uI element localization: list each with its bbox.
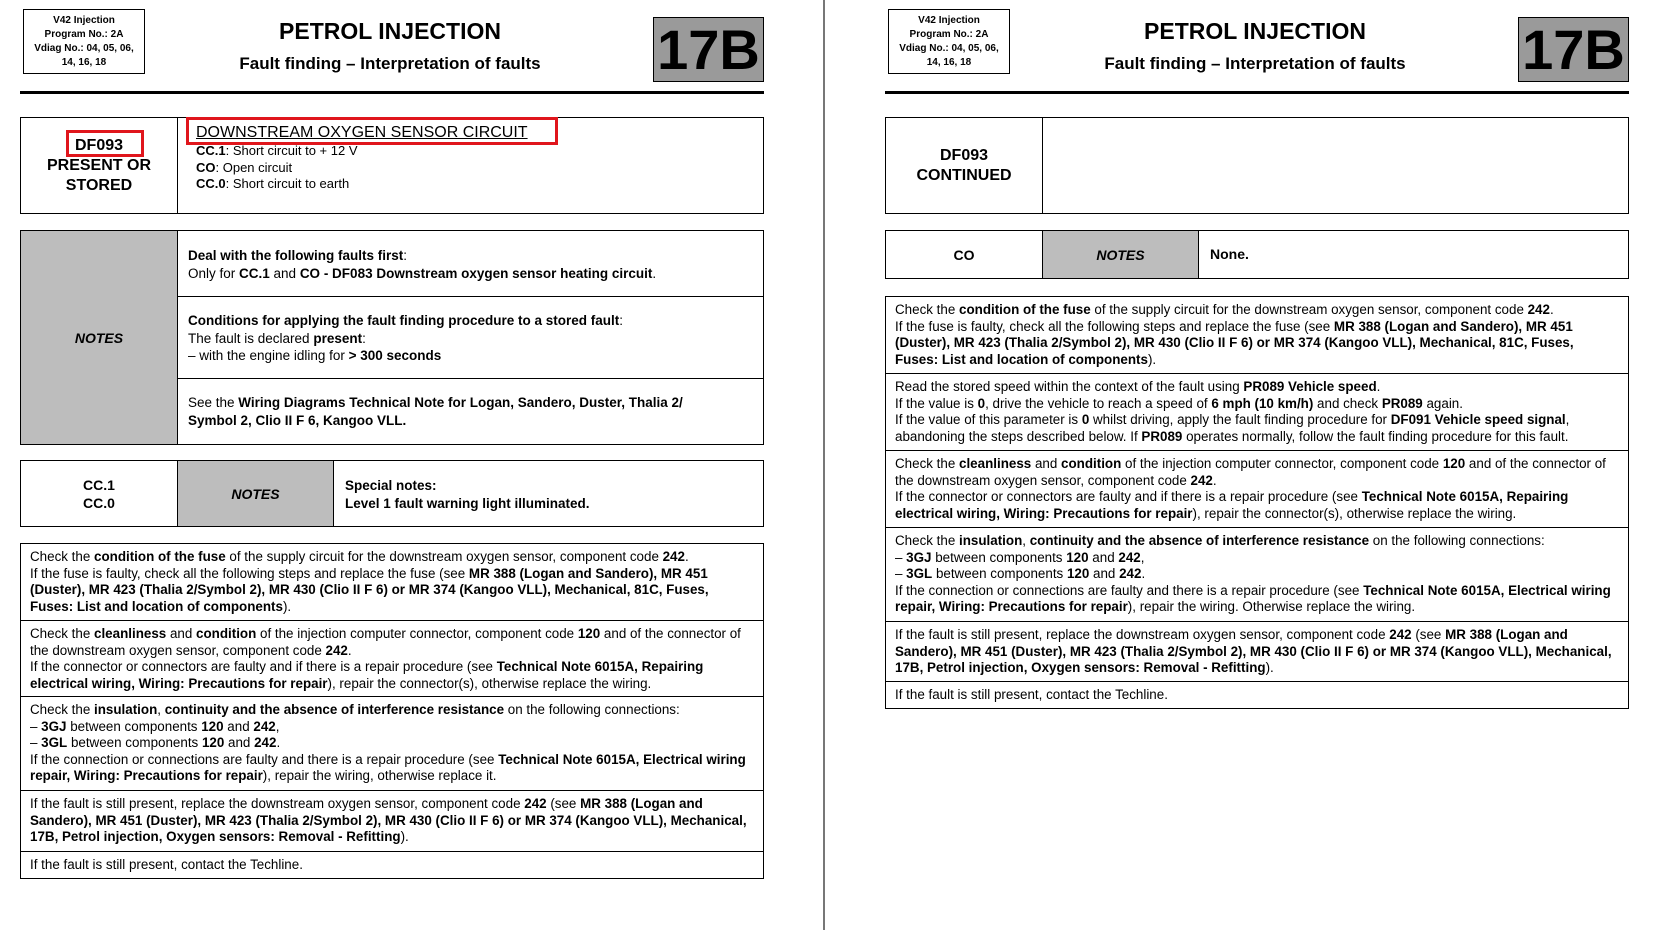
fault-header-box xyxy=(885,117,1629,214)
section-number: 17B xyxy=(653,17,764,82)
notes-priority: Deal with the following faults first: Only for CC.1 and CO - DF083 Downstream oxygen sensor heating circuit. xyxy=(188,248,657,281)
fault-type-code: CO xyxy=(196,159,216,175)
step-check-insulation: Check the insulation, continuity and the absence of interference resistance on the following connections: – 3GJ between components 120 and 242, – 3GL between components 120 and 242. If the connection or connections are faulty and there is a repair procedure (see Technical Note 6015A, Electrical wiring repair, Wiring: Precautions for repair), repair the wiring. Otherwise replace the wiring. xyxy=(885,527,1629,622)
info-line: V42 Injection xyxy=(53,15,115,26)
notes-conditions: Conditions for applying the fault finding procedure to a stored fault: The fault is declared present: – with the engine idling for > 300 seconds xyxy=(188,313,624,363)
info-line: Vdiag No.: 04, 05, 06, xyxy=(899,43,999,54)
info-line: Program No.: 2A xyxy=(44,29,124,40)
right-page xyxy=(885,0,1645,930)
step-contact-techline: If the fault is still present, contact the Techline. xyxy=(885,681,1629,709)
step-contact-techline: If the fault is still present, contact the Techline. xyxy=(20,851,764,879)
step-replace-sensor: If the fault is still present, replace the downstream oxygen sensor, component code 242 (see MR 388 (Logan and Sandero), MR 451 (Duster), MR 423 (Thalia 2/Symbol 2), MR 430 (Clio II F 6) or MR 374 (Kangoo VLL), Mechanical, 17B, Petrol injection, Oxygen sensors: Removal - Refitting). xyxy=(885,621,1629,682)
step-replace-sensor: If the fault is still present, replace the downstream oxygen sensor, component code 242 (see MR 388 (Logan and Sandero), MR 451 (Duster), MR 423 (Thalia 2/Symbol 2), MR 430 (Clio II F 6) or MR 374 (Kangoo VLL), Mechanical, 17B, Petrol injection, Oxygen sensors: Removal - Refitting). xyxy=(20,790,764,852)
step-check-fuse: Check the condition of the fuse of the supply circuit for the downstream oxygen sensor, component code 242. If the fuse is faulty, check all the following steps and replace the fuse (see MR 388 (Logan and Sandero), MR 451 (Duster), MR 423 (Thalia 2/Symbol 2), MR 430 (Clio II F 6) or MR 374 (Kangoo VLL), Mechanical, 81C, Fuses, Fuses: List and location of components). xyxy=(885,296,1629,374)
fault-type-code: CC.1 xyxy=(83,476,115,493)
notes-label-cell xyxy=(1043,231,1198,278)
info-line: Vdiag No.: 04, 05, 06, xyxy=(34,43,134,54)
page-header xyxy=(20,0,764,94)
fault-type-text: : Open circuit xyxy=(215,159,293,175)
fault-type-text: : Short circuit to + 12 V xyxy=(225,143,358,158)
page-header xyxy=(885,0,1629,94)
highlight-fault-code xyxy=(66,130,144,157)
info-line: 14, 16, 18 xyxy=(926,57,972,68)
codes-cell xyxy=(21,461,177,526)
fault-type-code: CO xyxy=(953,246,975,263)
notes-wiring: See the Wiring Diagrams Technical Note for Logan, Sandero, Duster, Thalia 2/ Symbol 2, Clio II F 6, Kangoo VLL. xyxy=(188,395,683,428)
notes-label-cell xyxy=(178,461,333,526)
notes-box xyxy=(20,230,764,445)
section-number: 17B xyxy=(1518,17,1629,82)
notes-label-cell xyxy=(21,231,177,444)
step-check-speed: Read the stored speed within the context of the fault using PR089 Vehicle speed. If the value is 0, drive the vehicle to reach a speed of 6 mph (10 km/h) and check PR089 again. If the value of this parameter is 0 whilst driving, apply the fault finding procedure for DF091 Vehicle speed signal, abandoning the steps described below. If PR089 operates normally, follow the fault finding procedure for this fault. xyxy=(885,373,1629,451)
info-line: V42 Injection xyxy=(918,15,980,26)
page-title: PETROL INJECTION xyxy=(1144,18,1366,44)
fault-title: DOWNSTREAM OXYGEN SENSOR CIRCUIT xyxy=(196,124,528,141)
fault-type-text: : Short circuit to earth xyxy=(225,176,350,191)
co-notes-box xyxy=(885,230,1629,279)
info-box xyxy=(888,9,1010,74)
fault-code-cell xyxy=(886,118,1042,213)
notes-value: None. xyxy=(1210,246,1249,262)
page-divider xyxy=(823,0,825,930)
highlight-fault-title xyxy=(186,117,558,145)
step-check-insulation: Check the insulation, continuity and the absence of interference resistance on the following connections: – 3GJ between components 120 and 242, – 3GL between components 120 and 242. If the connection or connections are faulty and there is a repair procedure (see Technical Note 6015A, Electrical wiring repair, Wiring: Precautions for repair), repair the wiring, otherwise replace it. xyxy=(20,696,764,791)
step-check-fuse: Check the condition of the fuse of the supply circuit for the downstream oxygen sensor, component code 242. If the fuse is faulty, check all the following steps and replace the fuse (see MR 388 (Logan and Sandero), MR 451 (Duster), MR 423 (Thalia 2/Symbol 2), MR 430 (Clio II F 6) or MR 374 (Kangoo VLL), Mechanical, 81C, Fuses, Fuses: List and location of components). xyxy=(20,543,764,621)
notes-label: NOTES xyxy=(74,329,124,346)
fault-status: PRESENT OR xyxy=(46,156,151,174)
fault-type-code: CC.0 xyxy=(83,494,115,511)
info-line: Program No.: 2A xyxy=(909,29,989,40)
notes-label: NOTES xyxy=(1096,246,1145,263)
info-line: 14, 16, 18 xyxy=(61,57,107,68)
fault-type-code: CC.1 xyxy=(196,143,226,158)
step-check-connectors: Check the cleanliness and condition of the injection computer connector, component code 120 and of the connector of the downstream oxygen sensor, component code 242. If the connector or connectors are faulty and if there is a repair procedure (see Technical Note 6015A, Repairing electrical wiring, Wiring: Precautions for repair), repair the connector(s), otherwise replace the wiring. xyxy=(20,620,764,697)
special-notes-box xyxy=(20,460,764,527)
left-page xyxy=(20,0,780,930)
fault-status: STORED xyxy=(65,176,133,194)
notes-label: NOTES xyxy=(231,485,280,502)
fault-type-code: CC.0 xyxy=(196,176,226,191)
co-cell xyxy=(886,231,1042,278)
page-subtitle: Fault finding – Interpretation of faults xyxy=(1104,54,1406,73)
special-notes: Special notes: Level 1 fault warning light illuminated. xyxy=(345,478,590,511)
fault-code: DF093 xyxy=(939,146,989,164)
page-title: PETROL INJECTION xyxy=(279,18,501,44)
info-box xyxy=(23,9,145,74)
fault-code: DF093 xyxy=(74,136,124,154)
page-subtitle: Fault finding – Interpretation of faults xyxy=(239,54,541,73)
step-check-connectors: Check the cleanliness and condition of the injection computer connector, component code 120 and of the connector of the downstream oxygen sensor, component code 242. If the connector or connectors are faulty and if there is a repair procedure (see Technical Note 6015A, Repairing electrical wiring, Wiring: Precautions for repair), repair the connector(s), otherwise replace the wiring. xyxy=(885,450,1629,528)
fault-status: CONTINUED xyxy=(916,166,1012,184)
